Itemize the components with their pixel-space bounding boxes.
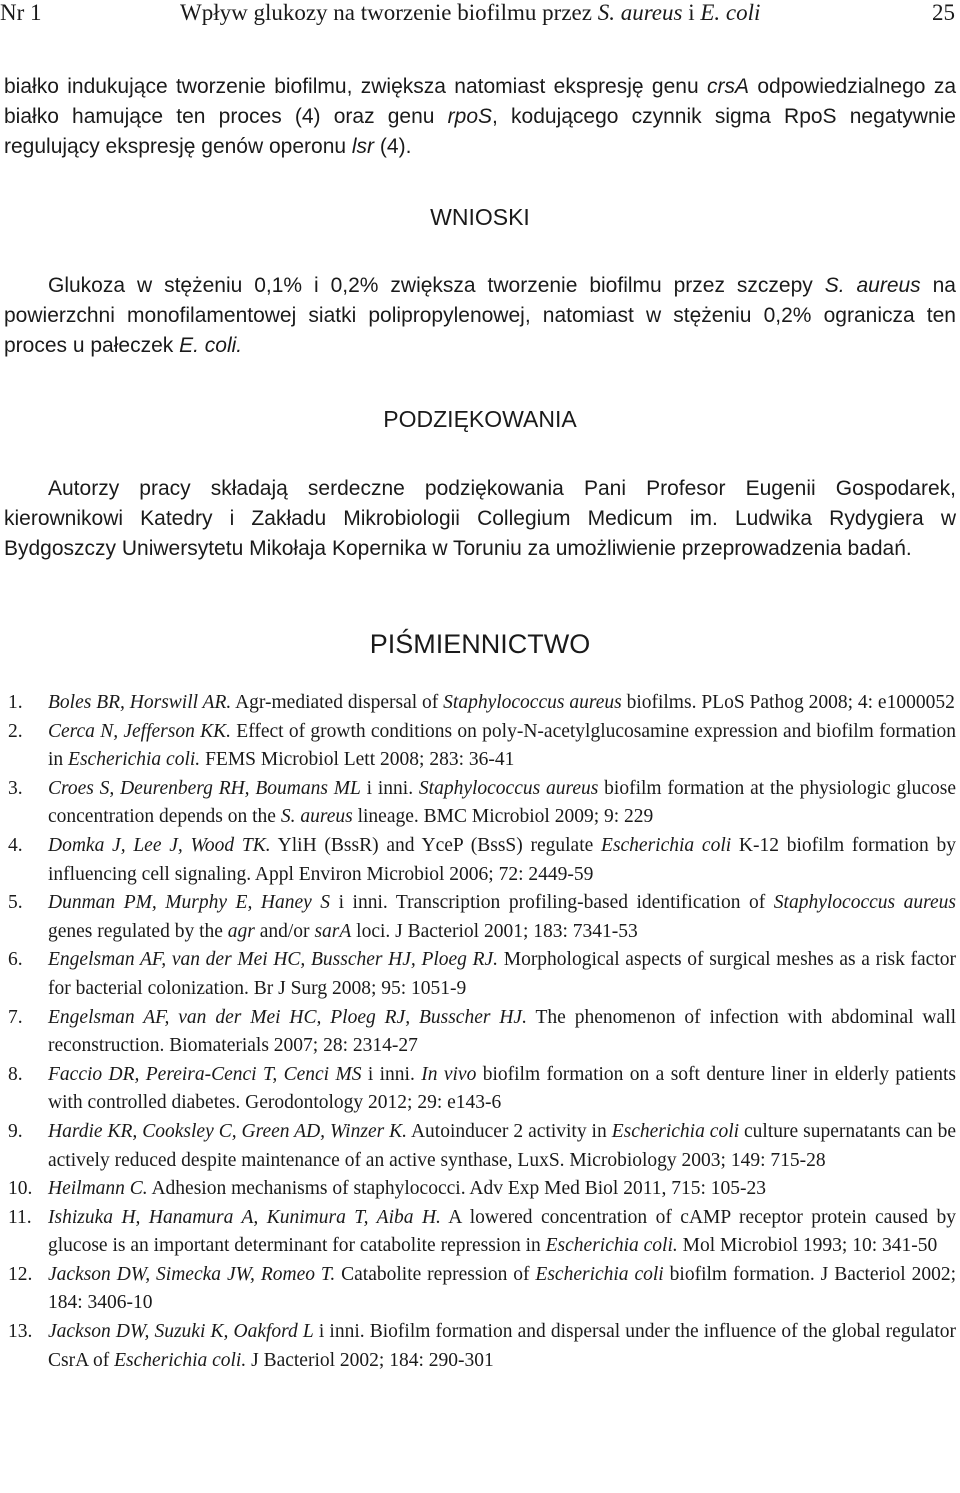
reference-text: Staphylococcus aureus — [443, 692, 622, 713]
reference-number: 13. — [8, 1321, 33, 1343]
reference-text: S. aureus — [280, 806, 353, 828]
reference-text: culture supernatants can be actively reduced despite maintenance of an active synthase, LuxS. Microbiology 2003; 149: 715-28 — [48, 1120, 957, 1171]
reference-number: 7. — [8, 1006, 23, 1028]
reference-text: lineage. BMC Microbiol 2009; 9: 229 — [352, 806, 654, 828]
reference-text: i inni. Transcription profiling-based identification of — [330, 892, 774, 914]
reference-text: i inni. Biofilm formation and dispersal under the influence of the global regulator CsrA of — [48, 1321, 956, 1371]
reference-item — [0, 1318, 956, 1375]
reference-text: biofilm formation on a soft denture liner in elderly patients with controlled diabetes. Gerodontology 2012; 29: e143-6 — [48, 1063, 956, 1114]
reference-text: Morphological aspects of surgical meshes as a risk factor for bacterial colonization. Br J Surg 2008; 95: 1051-9 — [48, 949, 956, 999]
reference-item — [0, 1175, 956, 1204]
reference-text: Dunman PM, Murphy E, Haney S — [48, 892, 331, 914]
reference-text: Hardie KR, Cooksley C, Green AD, Winzer K. — [48, 1120, 408, 1142]
reference-number: 9. — [8, 1120, 23, 1142]
reference-text: sarA — [314, 920, 352, 942]
reference-item — [0, 718, 956, 775]
reference-text: Cerca N, Jefferson KK. — [48, 720, 232, 742]
reference-text: A lowered concentration of cAMP receptor protein caused by glucose is an important determinant for catabolite repression in — [48, 1206, 956, 1257]
reference-text: Escherichia coli. — [545, 1235, 678, 1257]
reference-text: and/or — [254, 920, 315, 942]
reference-text: Escherichia coli — [611, 1120, 740, 1142]
reference-text: Engelsman AF, van der Mei HC, Ploeg RJ, Busscher HJ. — [48, 1006, 527, 1028]
reference-text: agr — [227, 920, 255, 942]
reference-number: 6. — [8, 949, 23, 971]
page-number: 25 — [932, 0, 955, 25]
reference-text: Mol Microbiol 1993; 10: 341-50 — [677, 1235, 938, 1257]
reference-text: FEMS Microbiol Lett 2008; 283: 36-41 — [200, 749, 515, 771]
running-header — [0, 0, 960, 28]
reference-text: In vivo — [421, 1063, 477, 1085]
reference-item — [0, 775, 956, 832]
reference-number: 3. — [8, 777, 23, 799]
reference-text: Autoinducer 2 activity in — [407, 1120, 612, 1142]
reference-text: i inni. — [361, 1063, 422, 1085]
reference-item — [0, 689, 956, 718]
journal-issue: Nr 1 — [0, 0, 42, 25]
acknowledgements-paragraph: Autorzy pracy składają serdeczne podziękowania Pani Profesor Eugenii Gospodarek, kierownikowi Katedry i Zakładu Mikrobiologii Collegium Medicum im. Ludwika Rydygiera w Bydgoszczy Uniwersytetu Mikołaja Kopernika w Toruniu za umożliwienie przeprowadzenia badań. — [4, 477, 956, 560]
reference-text: loci. J Bacteriol 2001; 183: 7341-53 — [351, 920, 638, 942]
reference-text: Jackson DW, Simecka JW, Romeo T. — [48, 1263, 336, 1285]
conclusions-paragraph: Glukoza w stężeniu 0,1% i 0,2% zwiększa tworzenie biofilmu przez szczepy S. aureus na powierzchni monofilamentowej siatki polipropylenowej, natomiast w stężeniu 0,2% ogranicza ten proces u pałeczek E. coli. — [4, 274, 956, 357]
reference-text: biofilm formation at the physiologic glucose concentration depends on the — [48, 777, 956, 828]
reference-number: 4. — [8, 834, 23, 856]
reference-text: Agr-mediated dispersal of — [231, 692, 444, 713]
reference-number: 5. — [8, 892, 23, 914]
reference-text: YliH (BssR) and YceP (BssS) regulate — [270, 834, 602, 856]
reference-text: Escherichia coli. — [114, 1349, 247, 1371]
reference-text: Staphylococcus aureus — [418, 777, 599, 799]
reference-text: Domka J, Lee J, Wood TK. — [48, 834, 271, 856]
reference-text: Staphylococcus aureus — [773, 892, 956, 914]
reference-text: Boles BR, Horswill AR. — [48, 692, 232, 713]
reference-item — [0, 1118, 956, 1175]
reference-number: 12. — [8, 1263, 33, 1285]
reference-text: Heilmann C. — [48, 1178, 148, 1200]
reference-text: Catabolite repression of — [335, 1263, 536, 1285]
reference-item — [0, 946, 956, 1003]
section-heading-acknowledgements: PODZIĘKOWANIA — [383, 406, 577, 432]
reference-text: Effect of growth conditions on poly-N-acetylglucosamine expression and biofilm formation in — [48, 720, 956, 771]
reference-text: biofilm formation. J Bacteriol 2002; 184: 3406-10 — [48, 1263, 956, 1314]
reference-item — [0, 1261, 956, 1318]
reference-text: Faccio DR, Pereira-Cenci T, Cenci MS — [48, 1063, 362, 1085]
reference-text: The phenomenon of infection with abdominal wall reconstruction. Biomaterials 2007; 28: 2314-27 — [48, 1006, 956, 1057]
reference-number: 1. — [8, 692, 23, 713]
reference-text: biofilms. PLoS Pathog 2008; 4: e1000052 — [621, 692, 955, 713]
reference-text: Croes S, Deurenberg RH, Boumans ML — [48, 777, 361, 799]
intro-paragraph: białko indukujące tworzenie biofilmu, zwiększa natomiast ekspresję genu crsA odpowiedzialnego za białko hamujące ten proces (4) oraz genu rpoS, kodującego czynnik sigma RpoS negatywnie regulujący ekspresję genów operonu lsr (4). — [4, 75, 956, 158]
reference-text: J Bacteriol 2002; 184: 290-301 — [246, 1349, 494, 1371]
reference-text: i inni. — [360, 777, 419, 799]
reference-number: 11. — [8, 1206, 32, 1228]
reference-list — [0, 689, 956, 1375]
section-heading-references: PIŚMIENNICTWO — [369, 629, 591, 659]
reference-number: 8. — [8, 1063, 23, 1085]
reference-text: Escherichia coli — [535, 1263, 664, 1285]
running-title: Wpływ glukozy na tworzenie biofilmu przez S. aureus i E. coli — [180, 0, 761, 25]
reference-text: Ishizuka H, Hanamura A, Kunimura T, Aiba H. — [48, 1206, 441, 1228]
reference-number: 2. — [8, 720, 23, 742]
reference-text: Adhesion mechanisms of staphylococci. Adv Exp Med Biol 2011, 715: 105-23 — [147, 1178, 767, 1200]
reference-text: Engelsman AF, van der Mei HC, Busscher HJ, Ploeg RJ. — [48, 949, 499, 971]
reference-text: genes regulated by the — [48, 920, 228, 942]
reference-text: K-12 biofilm formation by influencing cell signaling. Appl Environ Microbiol 2006; 72: 2449-59 — [48, 834, 956, 885]
reference-text: Escherichia coli — [601, 834, 732, 856]
reference-item — [0, 832, 956, 889]
reference-item — [0, 1004, 956, 1061]
section-heading-conclusions: WNIOSKI — [430, 204, 530, 230]
reference-item — [0, 889, 956, 946]
reference-number: 10. — [8, 1178, 33, 1200]
reference-item — [0, 1061, 956, 1118]
reference-text: Jackson DW, Suzuki K, Oakford L — [48, 1321, 314, 1343]
reference-item — [0, 1204, 956, 1261]
reference-text: Escherichia coli. — [68, 749, 201, 771]
